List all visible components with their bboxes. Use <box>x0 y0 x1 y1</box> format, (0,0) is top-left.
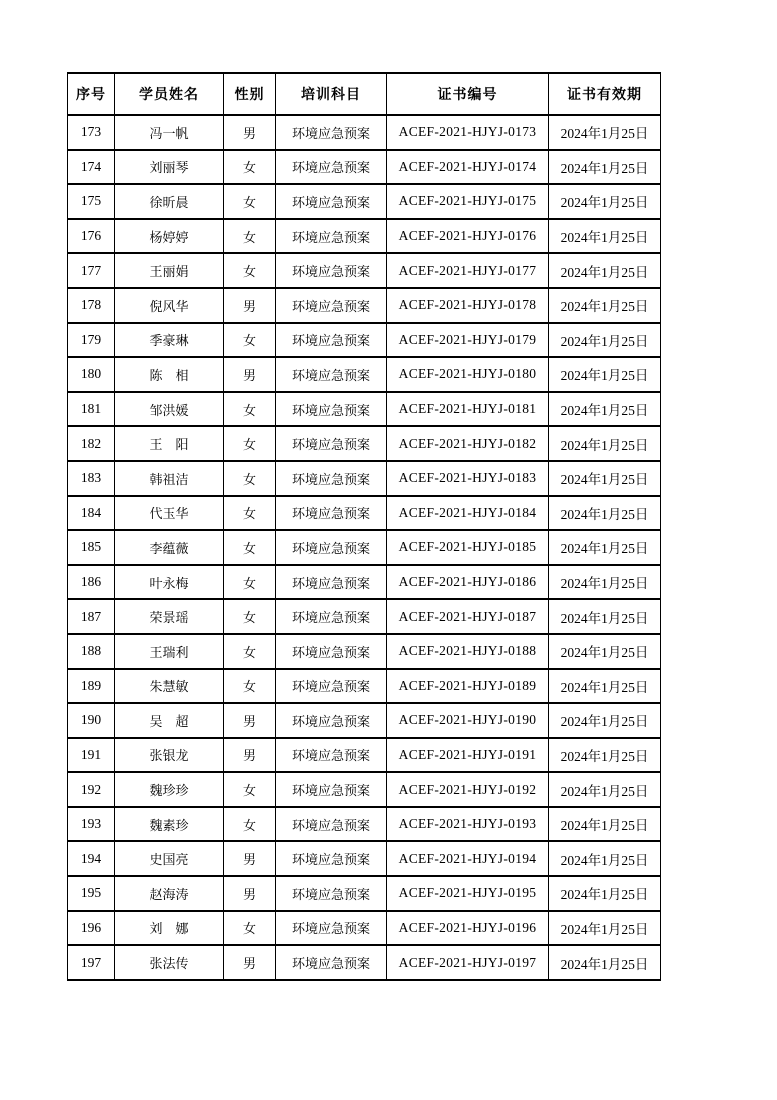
certificate-number-cell: ACEF-2021-HJYJ-0185 <box>387 530 549 565</box>
table-row <box>68 945 661 980</box>
serial-cell: 184 <box>68 496 115 531</box>
name-cell: 代玉华 <box>115 496 224 531</box>
serial-cell: 194 <box>68 841 115 876</box>
gender-cell: 男 <box>224 357 276 392</box>
serial-cell: 177 <box>68 253 115 288</box>
table-row <box>68 288 661 323</box>
serial-cell: 190 <box>68 703 115 738</box>
subject-cell: 环境应急预案 <box>276 530 387 565</box>
certificate-number-cell: ACEF-2021-HJYJ-0197 <box>387 945 549 980</box>
gender-cell: 女 <box>224 392 276 427</box>
subject-cell: 环境应急预案 <box>276 807 387 842</box>
table-row <box>68 323 661 358</box>
validity-cell: 2024年1月25日 <box>549 876 661 911</box>
table-row <box>68 703 661 738</box>
subject-cell: 环境应急预案 <box>276 911 387 946</box>
validity-cell: 2024年1月25日 <box>549 669 661 704</box>
certificate-number-cell: ACEF-2021-HJYJ-0188 <box>387 634 549 669</box>
name-cell: 张银龙 <box>115 738 224 773</box>
gender-cell: 女 <box>224 772 276 807</box>
gender-cell: 男 <box>224 876 276 911</box>
validity-cell: 2024年1月25日 <box>549 115 661 150</box>
column-header-validity: 证书有效期 <box>549 73 661 115</box>
subject-cell: 环境应急预案 <box>276 876 387 911</box>
validity-cell: 2024年1月25日 <box>549 841 661 876</box>
certificate-number-cell: ACEF-2021-HJYJ-0183 <box>387 461 549 496</box>
gender-cell: 女 <box>224 219 276 254</box>
column-header-serial: 序号 <box>68 73 115 115</box>
certificate-number-cell: ACEF-2021-HJYJ-0186 <box>387 565 549 600</box>
validity-cell: 2024年1月25日 <box>549 738 661 773</box>
gender-cell: 女 <box>224 150 276 185</box>
name-cell: 刘丽琴 <box>115 150 224 185</box>
certificate-number-cell: ACEF-2021-HJYJ-0175 <box>387 184 549 219</box>
header-row <box>68 73 661 115</box>
validity-cell: 2024年1月25日 <box>549 288 661 323</box>
validity-cell: 2024年1月25日 <box>549 253 661 288</box>
certificate-number-cell: ACEF-2021-HJYJ-0177 <box>387 253 549 288</box>
validity-cell: 2024年1月25日 <box>549 565 661 600</box>
serial-cell: 178 <box>68 288 115 323</box>
gender-cell: 女 <box>224 599 276 634</box>
table-row <box>68 253 661 288</box>
certificate-number-cell: ACEF-2021-HJYJ-0181 <box>387 392 549 427</box>
table-row <box>68 530 661 565</box>
certificate-number-cell: ACEF-2021-HJYJ-0173 <box>387 115 549 150</box>
name-cell: 叶永梅 <box>115 565 224 600</box>
certificate-number-cell: ACEF-2021-HJYJ-0174 <box>387 150 549 185</box>
subject-cell: 环境应急预案 <box>276 150 387 185</box>
name-cell: 倪风华 <box>115 288 224 323</box>
column-header-certificate-number: 证书编号 <box>387 73 549 115</box>
certificate-number-cell: ACEF-2021-HJYJ-0179 <box>387 323 549 358</box>
validity-cell: 2024年1月25日 <box>549 357 661 392</box>
subject-cell: 环境应急预案 <box>276 599 387 634</box>
validity-cell: 2024年1月25日 <box>549 496 661 531</box>
serial-cell: 180 <box>68 357 115 392</box>
table-row <box>68 219 661 254</box>
gender-cell: 女 <box>224 323 276 358</box>
column-header-name: 学员姓名 <box>115 73 224 115</box>
table-row <box>68 807 661 842</box>
certificate-number-cell: ACEF-2021-HJYJ-0190 <box>387 703 549 738</box>
name-cell: 徐昕晨 <box>115 184 224 219</box>
name-cell: 史国亮 <box>115 841 224 876</box>
validity-cell: 2024年1月25日 <box>549 219 661 254</box>
validity-cell: 2024年1月25日 <box>549 323 661 358</box>
subject-cell: 环境应急预案 <box>276 703 387 738</box>
gender-cell: 女 <box>224 911 276 946</box>
subject-cell: 环境应急预案 <box>276 253 387 288</box>
gender-cell: 女 <box>224 565 276 600</box>
gender-cell: 男 <box>224 703 276 738</box>
serial-cell: 188 <box>68 634 115 669</box>
certificate-table <box>67 72 661 981</box>
certificate-number-cell: ACEF-2021-HJYJ-0176 <box>387 219 549 254</box>
table-row <box>68 357 661 392</box>
subject-cell: 环境应急预案 <box>276 461 387 496</box>
gender-cell: 男 <box>224 841 276 876</box>
serial-cell: 192 <box>68 772 115 807</box>
serial-cell: 179 <box>68 323 115 358</box>
subject-cell: 环境应急预案 <box>276 738 387 773</box>
table-row <box>68 392 661 427</box>
validity-cell: 2024年1月25日 <box>549 772 661 807</box>
gender-cell: 女 <box>224 634 276 669</box>
table-row <box>68 496 661 531</box>
serial-cell: 174 <box>68 150 115 185</box>
name-cell: 王 阳 <box>115 426 224 461</box>
serial-cell: 189 <box>68 669 115 704</box>
gender-cell: 女 <box>224 807 276 842</box>
gender-cell: 男 <box>224 945 276 980</box>
column-header-subject: 培训科目 <box>276 73 387 115</box>
validity-cell: 2024年1月25日 <box>549 703 661 738</box>
serial-cell: 196 <box>68 911 115 946</box>
certificate-number-cell: ACEF-2021-HJYJ-0182 <box>387 426 549 461</box>
name-cell: 王丽娟 <box>115 253 224 288</box>
certificate-number-cell: ACEF-2021-HJYJ-0180 <box>387 357 549 392</box>
serial-cell: 173 <box>68 115 115 150</box>
certificate-number-cell: ACEF-2021-HJYJ-0191 <box>387 738 549 773</box>
serial-cell: 197 <box>68 945 115 980</box>
name-cell: 陈 相 <box>115 357 224 392</box>
gender-cell: 男 <box>224 288 276 323</box>
certificate-number-cell: ACEF-2021-HJYJ-0196 <box>387 911 549 946</box>
gender-cell: 女 <box>224 496 276 531</box>
table-row <box>68 461 661 496</box>
certificate-number-cell: ACEF-2021-HJYJ-0194 <box>387 841 549 876</box>
subject-cell: 环境应急预案 <box>276 288 387 323</box>
name-cell: 李蕴薇 <box>115 530 224 565</box>
validity-cell: 2024年1月25日 <box>549 945 661 980</box>
subject-cell: 环境应急预案 <box>276 219 387 254</box>
subject-cell: 环境应急预案 <box>276 669 387 704</box>
name-cell: 邹洪媛 <box>115 392 224 427</box>
validity-cell: 2024年1月25日 <box>549 807 661 842</box>
subject-cell: 环境应急预案 <box>276 841 387 876</box>
name-cell: 魏素珍 <box>115 807 224 842</box>
table-row <box>68 876 661 911</box>
table-row <box>68 634 661 669</box>
validity-cell: 2024年1月25日 <box>549 392 661 427</box>
table-row <box>68 772 661 807</box>
table-row <box>68 565 661 600</box>
name-cell: 张法传 <box>115 945 224 980</box>
name-cell: 王瑞利 <box>115 634 224 669</box>
table-row <box>68 115 661 150</box>
name-cell: 季豪琳 <box>115 323 224 358</box>
table-body <box>68 115 661 980</box>
table-row <box>68 150 661 185</box>
name-cell: 冯一帆 <box>115 115 224 150</box>
table-row <box>68 426 661 461</box>
validity-cell: 2024年1月25日 <box>549 461 661 496</box>
name-cell: 朱慧敏 <box>115 669 224 704</box>
name-cell: 杨婷婷 <box>115 219 224 254</box>
validity-cell: 2024年1月25日 <box>549 150 661 185</box>
serial-cell: 195 <box>68 876 115 911</box>
validity-cell: 2024年1月25日 <box>549 634 661 669</box>
subject-cell: 环境应急预案 <box>276 184 387 219</box>
column-header-gender: 性别 <box>224 73 276 115</box>
name-cell: 荣景瑶 <box>115 599 224 634</box>
serial-cell: 183 <box>68 461 115 496</box>
gender-cell: 女 <box>224 669 276 704</box>
serial-cell: 185 <box>68 530 115 565</box>
subject-cell: 环境应急预案 <box>276 772 387 807</box>
certificate-number-cell: ACEF-2021-HJYJ-0193 <box>387 807 549 842</box>
gender-cell: 女 <box>224 426 276 461</box>
certificate-number-cell: ACEF-2021-HJYJ-0192 <box>387 772 549 807</box>
serial-cell: 176 <box>68 219 115 254</box>
certificate-number-cell: ACEF-2021-HJYJ-0184 <box>387 496 549 531</box>
certificate-number-cell: ACEF-2021-HJYJ-0189 <box>387 669 549 704</box>
gender-cell: 女 <box>224 530 276 565</box>
subject-cell: 环境应急预案 <box>276 565 387 600</box>
table-row <box>68 599 661 634</box>
name-cell: 魏珍珍 <box>115 772 224 807</box>
serial-cell: 175 <box>68 184 115 219</box>
subject-cell: 环境应急预案 <box>276 945 387 980</box>
name-cell: 赵海涛 <box>115 876 224 911</box>
subject-cell: 环境应急预案 <box>276 634 387 669</box>
name-cell: 吴 超 <box>115 703 224 738</box>
serial-cell: 186 <box>68 565 115 600</box>
validity-cell: 2024年1月25日 <box>549 426 661 461</box>
table-row <box>68 669 661 704</box>
subject-cell: 环境应急预案 <box>276 357 387 392</box>
subject-cell: 环境应急预案 <box>276 323 387 358</box>
validity-cell: 2024年1月25日 <box>549 530 661 565</box>
validity-cell: 2024年1月25日 <box>549 911 661 946</box>
name-cell: 刘 娜 <box>115 911 224 946</box>
serial-cell: 181 <box>68 392 115 427</box>
subject-cell: 环境应急预案 <box>276 392 387 427</box>
table-row <box>68 841 661 876</box>
name-cell: 韩祖洁 <box>115 461 224 496</box>
table-row <box>68 738 661 773</box>
gender-cell: 男 <box>224 738 276 773</box>
serial-cell: 193 <box>68 807 115 842</box>
gender-cell: 女 <box>224 253 276 288</box>
certificate-number-cell: ACEF-2021-HJYJ-0187 <box>387 599 549 634</box>
serial-cell: 182 <box>68 426 115 461</box>
validity-cell: 2024年1月25日 <box>549 599 661 634</box>
subject-cell: 环境应急预案 <box>276 426 387 461</box>
gender-cell: 女 <box>224 461 276 496</box>
serial-cell: 191 <box>68 738 115 773</box>
subject-cell: 环境应急预案 <box>276 115 387 150</box>
subject-cell: 环境应急预案 <box>276 496 387 531</box>
serial-cell: 187 <box>68 599 115 634</box>
certificate-number-cell: ACEF-2021-HJYJ-0178 <box>387 288 549 323</box>
gender-cell: 女 <box>224 184 276 219</box>
validity-cell: 2024年1月25日 <box>549 184 661 219</box>
gender-cell: 男 <box>224 115 276 150</box>
table-row <box>68 184 661 219</box>
table-row <box>68 911 661 946</box>
certificate-number-cell: ACEF-2021-HJYJ-0195 <box>387 876 549 911</box>
